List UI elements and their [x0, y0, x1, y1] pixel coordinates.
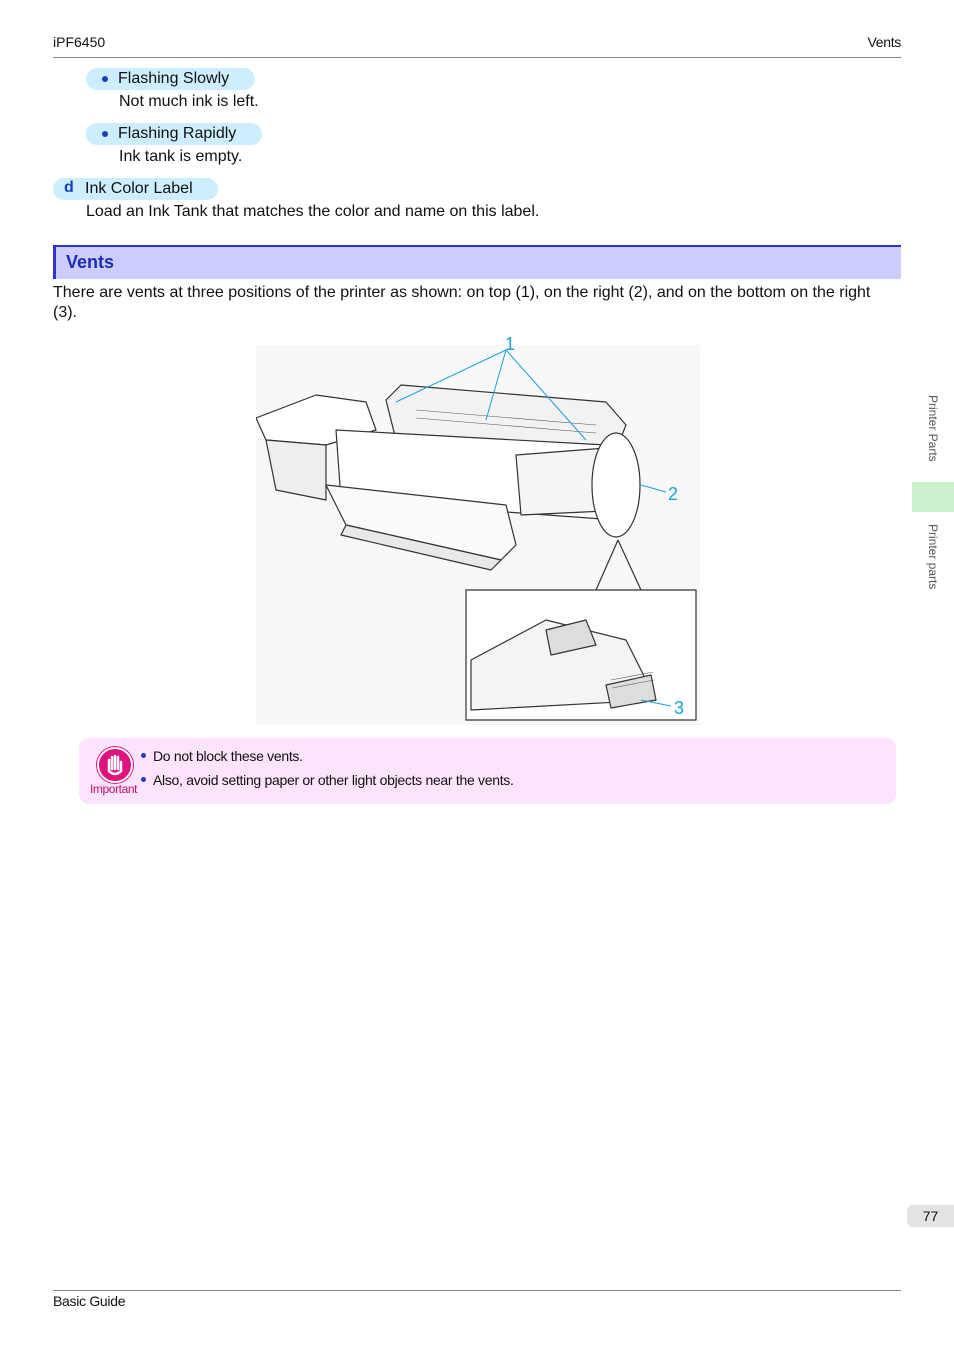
- section-title: Vents: [66, 252, 115, 272]
- important-label: Important: [90, 782, 138, 796]
- important-item: Do not block these vents.: [153, 748, 303, 764]
- bullet-icon: [141, 753, 146, 758]
- state-flashing-slowly: [86, 68, 255, 90]
- bullet-icon: [102, 76, 108, 82]
- printer-vents-illustration: [256, 330, 700, 725]
- bullet-icon: [102, 131, 108, 137]
- state-desc: Ink tank is empty.: [119, 148, 243, 165]
- hand-stop-icon: [97, 747, 133, 783]
- item-ink-color-label: [53, 178, 218, 200]
- header-rule: [53, 57, 901, 58]
- important-note: [79, 738, 896, 804]
- important-item: Also, avoid setting paper or other light objects near the vents.: [153, 772, 514, 788]
- header-product: iPF6450: [53, 34, 106, 50]
- header-section: Vents: [867, 34, 901, 50]
- footer-title: Basic Guide: [53, 1293, 126, 1309]
- callout-1: 1: [505, 334, 516, 354]
- side-tab-printer-parts-sub[interactable]: Printer parts: [926, 524, 940, 590]
- section-heading-bar: [53, 245, 901, 279]
- callout-3: 3: [674, 698, 685, 718]
- state-desc: Not much ink is left.: [119, 93, 259, 110]
- state-label: Flashing Slowly: [118, 70, 230, 87]
- section-body: There are vents at three positions of the printer as shown: on top (1), on the right (2), and on the bottom on the right (3).: [53, 284, 871, 321]
- side-tab-active-marker: [912, 482, 954, 512]
- item-label: Ink Color Label: [85, 180, 193, 197]
- callout-2: 2: [668, 484, 679, 504]
- state-label: Flashing Rapidly: [118, 125, 237, 142]
- item-desc: Load an Ink Tank that matches the color and name on this label.: [86, 203, 540, 220]
- page-number: 77: [907, 1205, 954, 1227]
- bullet-icon: [141, 777, 146, 782]
- footer-rule: [53, 1290, 901, 1291]
- side-tab-printer-parts[interactable]: Printer Parts: [926, 395, 940, 462]
- printer-side-cap: [592, 433, 640, 537]
- item-letter: d: [64, 179, 74, 196]
- state-flashing-rapidly: [86, 123, 262, 145]
